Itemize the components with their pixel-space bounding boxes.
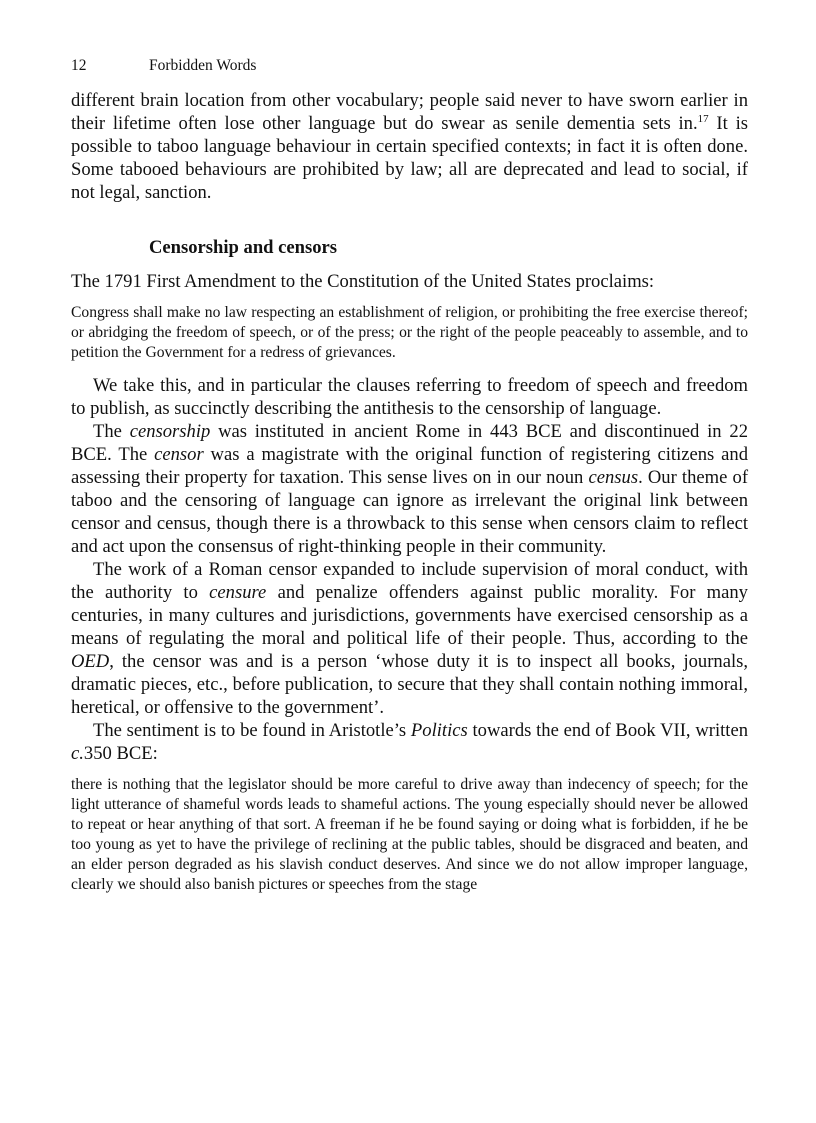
book-page [71,56,748,895]
para5-t3: , the censor was and is a person ‘whose duty it is to inspect all books, journals, dramatic pieces, etc., before publication, to secure that they shall contain nothing immoral, heretical, or offensive to the government’. [71,651,748,718]
paragraph-aristotle [71,719,748,765]
para6-t3: 350 BCE: [83,743,158,764]
para6-t2: towards the end of Book VII, written [467,720,748,741]
book-title: Forbidden Words [149,57,257,74]
para6-t1: The sentiment is to be found in Aristotle’s [93,720,411,741]
paragraph-antithesis: We take this, and in particular the clauses referring to freedom of speech and freedom to publish, as succinctly describing the antithesis to the censorship of language. [71,375,748,419]
paragraph-censorship-rome [71,420,748,558]
paragraph-continued [71,89,748,204]
term-censor: censor [154,444,204,465]
para1-text-a: different brain location from other vocabulary; people said never to have sworn earlier in their lifetime often lose other language but do swear as senile dementia sets in. [71,90,748,134]
paragraph-amendment-intro: The 1791 First Amendment to the Constitution of the United States proclaims: [71,271,655,292]
para4-t1: The [93,421,130,442]
block-quote-amendment: Congress shall make no law respecting an establishment of religion, or prohibiting the free exercise thereof; or abridging the freedom of speech, or of the press; or the right of the people peaceably to assemble, and to petition the Government for a redress of grievances. [71,304,748,361]
para1-text-b: It is possible to taboo language behaviour in certain specified contexts; in fact it is often done. Some tabooed behaviours are prohibited by law; all are deprecated and lead to social, if not legal, sanction. [71,113,748,203]
term-censorship: censorship [129,421,211,442]
section-heading: Censorship and censors [149,237,338,258]
para4-t4: . Our theme of taboo and the censoring of language can ignore as irrelevant the original link between censor and census, though there is a throwback to this sense when censors claim to reflect and act upon the consensus of right-thinking people in their community. [71,467,749,557]
term-oed: OED [71,651,110,672]
footnote-ref: 17 [697,112,709,125]
page-number: 12 [71,57,87,74]
para4-t2: was instituted in ancient Rome in 443 BCE and discontinued in 22 BCE. The [71,421,748,465]
term-circa: c. [71,743,84,764]
running-head [71,56,748,76]
term-politics: Politics [410,720,468,741]
para5-t2: and penalize offenders against public morality. For many centuries, in many cultures and jurisdictions, governments have exercised censorship as a means of regulating the moral and political life of their people. Thus, according to the [71,582,748,649]
para5-t1: The work of a Roman censor expanded to include supervision of moral conduct, with the authority to [71,559,748,603]
term-censure: censure [209,582,267,603]
paragraph-roman-censor [71,558,748,719]
para4-t3: was a magistrate with the original function of registering citizens and assessing their property for taxation. This sense lives on in our noun [71,444,748,488]
term-census: census [588,467,639,488]
block-quote-aristotle: there is nothing that the legislator should be more careful to drive away than indecency of speech; for the light utterance of shameful words leads to shameful actions. The young especially should never be allowed to repeat or hear anything of that sort. A freeman if he be found saying or doing what is forbidden, if he be too young as yet to have the privilege of reclining at the public tables, should be disgraced and beaten, and an elder person degraded as his slavish conduct deserves. And since we do not allow improper language, clearly we should also banish pictures or speeches from the stage [71,776,748,893]
